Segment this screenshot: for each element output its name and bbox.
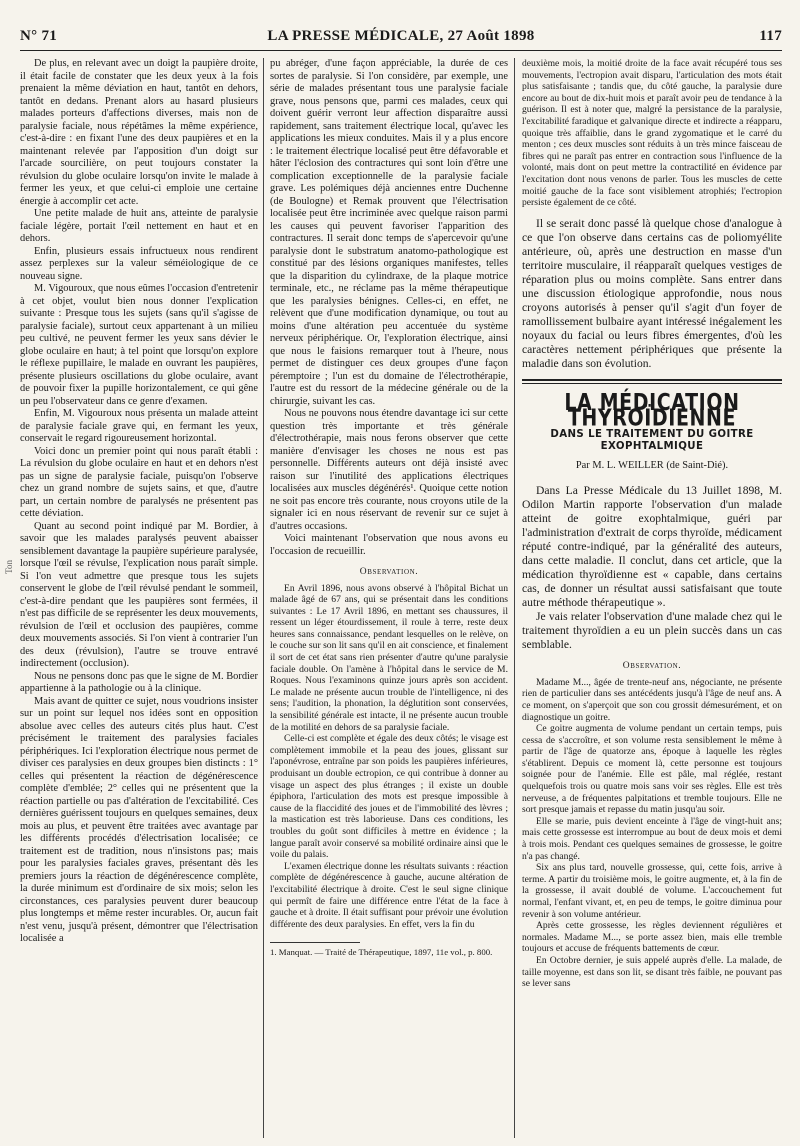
issue-number: N° 71 bbox=[20, 28, 58, 44]
column-divider bbox=[263, 58, 264, 1138]
paragraph: Madame M..., âgée de trente-neuf ans, négociante, ne présente rien de particulier dans ses antécédents jusqu'à l'âge de neuf ans. A ce moment, on s'aperçoit que son cou grossit démesurément, et on diagnostique un goitre. bbox=[522, 676, 782, 723]
paragraph: En Octobre dernier, je suis appelé auprès d'elle. La malade, de taille moyenne, est dans son lit, se disant très faible, ne pouvant pas se lever sans bbox=[522, 954, 782, 990]
footnote: 1. Manquat. — Traité de Thérapeutique, 1897, 11e vol., p. 800. bbox=[270, 947, 493, 958]
paragraph: Après cette grossesse, les règles deviennent régulières et normales. Madame M..., se porte assez bien, mais elle tremble toujours et accuse de fréquents battements de cœur. bbox=[522, 920, 782, 955]
column-2 bbox=[270, 58, 508, 1138]
paragraph: Celle-ci est complète et égale des deux côtés; le visage est complètement immobile et la peau des joues, glissant sur l'aponévrose, entraîne par son poids les paupières inférieures, produisant un double ectropion, ce qui contribue à donner au visage un aspect des plus étranges ; il existe un double épiphora, l'articulation des mots est presque impossible à cause de la flaccidité des joues et de l'immobilité des lèvres ; la mastication est très laborieuse. Dans ces conditions, les troubles du goût sont difficiles à mettre en évidence ; la langue paraît avoir conservé sa mobilité ordinaire ainsi que le voile du palais. bbox=[270, 733, 508, 861]
section-rule bbox=[522, 379, 782, 381]
conclusion-block bbox=[522, 217, 782, 371]
observation-heading: Observation. bbox=[359, 567, 419, 577]
paragraph: Ce goitre augmenta de volume pendant un certain temps, puis cessa de s'accroître, et son volume resta sensiblement le même à partir de l'âge de quatorze ans, époque à laquelle les règles s'établirent. Depuis ce moment là, cette personne est toujours soignée pour de l'anémie. Elle est pâle, mal réglée, restant quelquefois trois ou quatre mois sans voir ses règles. Elle est très nerveuse, a de fréquentes palpitations et tremble toujours. Elle ne sort presque jamais et repasse du matin jusqu'au soir. bbox=[522, 723, 782, 816]
paragraph: pu abréger, d'une façon appréciable, la durée de ces sortes de paralysie. Si l'on considère, par exemple, une série de malades présentant tous une paralysie faciale grave, nous pensons que, parmi ces malades, ceux qui doivent guérir verront leur affection disparaître aussi rapidement, sans traitement électrique local, qu'avec les applications les mieux conduites. Mais il y a plus encore : le traitement électrique localisé peut être défavorable et hâter l'éclosion des contractures qui sont loin d'être une complication exceptionnelle de la paralysie faciale grave. Les polémiques déjà anciennes entre Duchenne (de Boulogne) et Remak prouvent que l'électrisation localisée peut être incriminée avec quelque raison parmi les causes qui peuvent favoriser l'apparition des contractures. Il serait donc temps de s'apercevoir qu'une paralysie dont le substratum anatomo-pathologique est constitué par des lésions organiques manifestes, telles que la disparition du cylindraxe, de la plaque motrice terminale, etc., ne réclame pas la même thérapeutique que les paralysies bénignes. Celles-ci, en effet, ne relèvent que d'une modification dynamique, ou tout au moins d'une altération peu accentuée du système nerveux périphérique. Or, l'exploration électrique, ainsi que nous le faisions remarquer tout à l'heure, nous permet de distinguer ces deux groupes d'une façon péremptoire ; l'un est du domaine de l'électrothérapie, l'autre est du ressort de la médecine générale ou de la chirurgie, suivant les cas. bbox=[270, 58, 508, 407]
page-number: 117 bbox=[759, 28, 782, 44]
journal-title-date: LA PRESSE MÉDICALE, 27 Août 1898 bbox=[267, 28, 535, 44]
paragraph: Enfin, M. Vigouroux nous présenta un malade atteint de paralysie faciale grave qui, en fermant les yeux, conservait le regard rigoureusement horizontal. bbox=[20, 408, 258, 444]
paragraph: Elle se marie, puis devient enceinte à l'âge de vingt-huit ans; mais cette grossesse est interrompue au bout de deux mois et demi à trois mois. Pendant ces quelques semaines de grossesse, le goitre n'a pas changé. bbox=[522, 815, 782, 862]
paragraph: Voici maintenant l'observation que nous avons eu l'occasion de recueillir. bbox=[270, 533, 508, 557]
paragraph: En Avril 1896, nous avons observé à l'hôpital Bichat un malade âgé de 67 ans, qui se présentait dans les conditions suivantes : Le 17 Avril 1896, en mettant ses chaussures, il ressent un léger étourdissement, il roule à terre, reste deux heures sans connaissance, pendant lesquelles on le relève, on le couche sur son lit sans qu'il en ait conscience, et finalement il sort de cet état sans rien présenter d'autre qu'une paralysie faciale double. On l'amène à l'hôpital dans le service de M. Roques. Nous l'examinons quinze jours après son accident. Le malade ne présente aucun trouble de l'intelligence, ni des sens; l'audition, la phonation, la déglutition sont conservées, la sensibilité générale est intacte, il ne présente aucun trouble de la motilité en dehors de sa paralysie faciale. bbox=[270, 582, 508, 733]
header-rule bbox=[20, 50, 782, 51]
observation-body bbox=[270, 583, 508, 931]
paragraph: Une petite malade de huit ans, atteinte de paralysie faciale légère, portait l'œil nettement en haut et en dehors. bbox=[20, 208, 258, 244]
paragraph: Nous ne pouvons nous étendre davantage ici sur cette question très importante et très générale d'électrothérapie, mais nous ferons observer que cette manière d'envisager les choses ne nous est pas personnelle. Différents auteurs ont déjà insisté avec raison sur l'inutilité des applications électriques localisées aux muscles dégénérés¹. Quoique cette notion ne soit pas encore très courante, nous croyons utile de la signaler ici en nous réservant de revenir sur ce sujet à d'autres occasions. bbox=[270, 408, 508, 532]
paragraph: Nous ne pensons donc pas que le signe de M. Bordier appartienne à la pathologie ou à la clinique. bbox=[20, 670, 258, 694]
article-title: LA MÉDICATION THYROÏDIENNE bbox=[564, 389, 740, 431]
paragraph: De plus, en relevant avec un doigt la paupière droite, il était facile de constater que les deux yeux à la fois prenaient la même déviation en haut, tantôt en dehors, tantôt en dedans. Prenant alors au hasard plusieurs malades porteurs d'affections diverses, mais non de paralysie faciale, nous répétâmes la même expérience, c'est-à-dire : en fixant l'une des deux paupières et en la maintenant relevée par l'apposition d'un doigt sur l'arcade sourcilière, on peut toujours constater la révulsion du globe oculaire lorsqu'on invite le malade à fermer les yeux, et que celui-ci emploie une certaine énergie à accomplir cet acte. bbox=[20, 58, 258, 207]
paragraph: Enfin, plusieurs essais infructueux nous rendirent assez perplexes sur la valeur séméiologique de ce nouveau signe. bbox=[20, 245, 258, 282]
page-header bbox=[20, 28, 782, 48]
paragraph: L'examen électrique donne les résultats suivants : réaction complète de dégénérescence à gauche, aucune altération de l'excitabilité électrique à droite. C'est le seul signe clinique qui permît de faire une différence entre l'état de la face à gauche et à droite. Il était suffisant pour prévoir une évolution différente des deux paralysies. En effet, vers la fin du bbox=[270, 860, 508, 930]
footnote-rule bbox=[270, 942, 360, 943]
column-3 bbox=[522, 58, 782, 1138]
column-divider bbox=[514, 58, 515, 1138]
paragraph: Il se serait donc passé là quelque chose d'analogue à ce que l'on observe dans certains cas de poliomyélite antérieure, où, après une destruction en masse d'un territoire musculaire, il réapparaît quelques vestiges de réparation plus ou moins complète. Sans entrer dans une discussion étiologique approfondie, nous nous croyons autorisés à penser qu'il s'agit d'un foyer de ramollissement bulbaire ayant intéressé inégalement les noyaux du facial ou leurs fibres émergentes, d'où les caractères nettement périphériques que présente la maladie dans son évolution. bbox=[522, 216, 782, 370]
observation-continued bbox=[522, 58, 782, 209]
paragraph: Six ans plus tard, nouvelle grossesse, qui, cette fois, arrive à terme. A partir du troisième mois, le goitre augmente, et, à la fin de la grossesse, il avait doublé de volume. L'accouchement fut normal, l'enfant vivant, et, en peu de temps, le goitre diminua pour revenir à son volume antérieur. bbox=[522, 862, 782, 920]
article-subtitle: DANS LE TRAITEMENT DU GOITRE EXOPHTALMIQUE bbox=[550, 428, 754, 453]
margin-note: Ton bbox=[4, 560, 14, 574]
observation-heading: Observation. bbox=[622, 661, 682, 672]
article-byline: Par M. L. WEILLER (de Saint-Dié). bbox=[575, 459, 729, 471]
paragraph: Dans La Presse Médicale du 13 Juillet 1898, M. Odilon Martin rapporte l'observation d'un malade atteint de goitre exophtalmique, guéri par l'administration d'extrait de corps thyroïde, médicament réputé contre-indiqué, par la généralité des auteurs, dans cette maladie. Il conclut, dans cet article, que la médication thyroïdienne est « capable, dans certains cas, de donner un résultat aussi satisfaisant que toute autre méthode thérapeutique ». bbox=[522, 484, 782, 610]
paragraph: Voici donc un premier point qui nous paraît établi : La révulsion du globe oculaire en haut et en dehors n'est pas un signe de paralysie faciale, puisqu'on l'observe chez un grand nombre de sujets sains, et que, d'autre part, un certain nombre de paralysés ne présentent pas cette déviation. bbox=[20, 445, 258, 519]
paragraph: Quant au second point indiqué par M. Bordier, à savoir que les malades paralysés peuvent abaisser sensiblement davantage la paupière supérieure paralysée, lorsque l'œil se révulse, l'explication nous paraît simple. Si l'on veut admettre que presque tous les sujets conservent le globe de l'œil révulsé pendant le sommeil, c'est-à-dire pendant que les paupières sont fermées, il n'est pas difficile de se représenter les deux mouvements, révulsion de l'œil et occlusion des paupières, comme deux mouvements associés. Si l'on vient à contrarier l'un des deux (révulsion), l'autre se trouve entravé indirectement (occlusion). bbox=[20, 520, 258, 669]
column-1 bbox=[20, 58, 258, 1138]
article-intro bbox=[522, 484, 782, 652]
paragraph: deuxième mois, la moitié droite de la face avait récupéré tous ses mouvements, l'ectropion avait disparu, l'articulation des mots était plus satisfaisante ; tandis que, du côté gauche, la paralysie dure encore au bout de dix-huit mois et paraît avoir peu de tendance à la guérison. Il est à noter que, malgré la persistance de la paralysie, l'excitabilité faradique et galvanique directe et indirecte a réapparu, quoique très affaiblie, dans le grand zygomatique et le carré du menton ; ces deux muscles sont réduits à un très mince faisceau de fibres qui ne paraît pas entrer en contraction sous l'influence de la volonté, mais dont on peut mettre la contractilité en évidence par l'excitation dont nous venons de parler. Tous les muscles de cette moitié gauche de la face sont visiblement atrophiés; l'ectropion persiste également de ce côté. bbox=[522, 58, 782, 209]
paragraph: Mais avant de quitter ce sujet, nous voudrions insister sur un point sur lequel nos idées sont en opposition absolue avec celles des auteurs cités plus haut. C'est précisément le traitement des paralysies faciales périphériques. Ici l'exploration électrique nous permet de diviser ces paralysies en deux groupes bien distincts : 1° celles qui présentent la réaction de dégénérescence complète d'emblée; 2° celles qui ne présentent que la réaction partielle ou pas d'altération de l'excitabilité. Ces dernières guérissent toujours en quelques semaines, deux mois au plus, et peuvent être traitées avec avantage par les différents procédés d'électrisation localisée; ce traitement est de tradition, nous n'insistons pas; mais pour les paralysies faciales graves, présentant dès les premiers jours la réaction de dégénérescence complète, la durée minimum est d'ordinaire de six mois; selon les circonstances, ces paralysies peuvent durer beaucoup plus longtemps et même rester incurables. Or, aucun fait n'est venu, jusqu'à présent, démontrer que l'électrisation localisée a bbox=[20, 695, 258, 944]
paragraph: M. Vigouroux, que nous eûmes l'occasion d'entretenir à cet objet, voulut bien nous donner l'explication suivante : Presque tous les sujets (sans qu'il s'agisse de paralysie faciale), surtout ceux appartenant à un milieu peu cultivé, ne peuvent fermer les yeux sans dévier le globe oculaire en haut; à tel point que lorsqu'on explore le réflexe pupillaire, le malade en ouvrant les paupières, présente plusieurs oscillations du globe oculaire, avant de pouvoir fixer la pupille horizontalement, ce qui gêne un peu l'observateur dans ce genre d'examen. bbox=[20, 283, 258, 407]
observation-body bbox=[522, 677, 782, 990]
paragraph: Je vais relater l'observation d'une malade chez qui le traitement thyroïdien a eu un plein succès dans un cas semblable. bbox=[522, 610, 782, 652]
section-rule bbox=[522, 383, 782, 384]
